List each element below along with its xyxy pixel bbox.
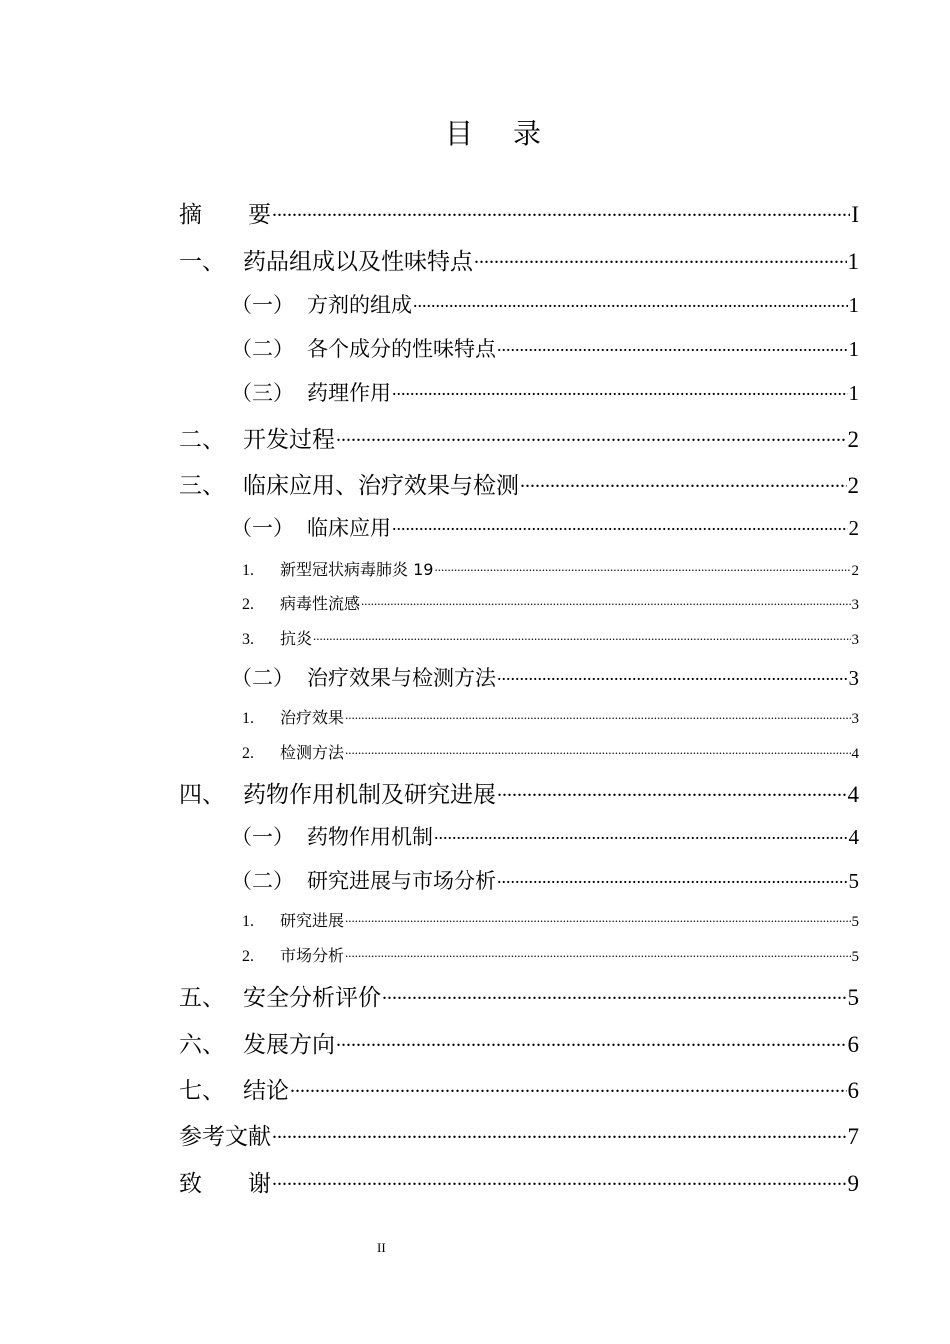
toc-entry-number: 1.: [242, 710, 254, 727]
toc-entry-title: 开发过程: [243, 427, 335, 453]
toc-entry-title: 参考文献: [179, 1124, 271, 1150]
toc-entry[interactable]: [242, 705, 859, 727]
toc-entry-page: 4: [851, 746, 859, 762]
toc-entry[interactable]: [179, 243, 859, 273]
toc-leader-dots: [392, 382, 848, 400]
toc-leader-dots: [520, 473, 847, 493]
toc-entry-page: 5: [851, 914, 859, 930]
toc-entry-title: 安全分析评价: [243, 985, 381, 1011]
toc-leader-dots: [336, 427, 847, 447]
toc-entry[interactable]: [179, 979, 859, 1009]
toc-leader-dots: [497, 870, 848, 888]
toc-leader-dots: [382, 985, 847, 1005]
toc-entry-title: 病毒性流感: [280, 594, 361, 613]
toc-entry-number: （二）: [231, 666, 294, 690]
toc-entry-page: 6: [847, 1078, 859, 1103]
toc-entry-title: 方剂的组成: [307, 293, 412, 317]
toc-entry-number: 1.: [242, 562, 254, 579]
toc-entry[interactable]: [179, 776, 859, 806]
toc-leader-dots: [434, 826, 848, 844]
toc-entry-title: 致 谢: [179, 1171, 271, 1197]
toc-entry[interactable]: [242, 740, 859, 762]
toc-entry-title: 临床应用、治疗效果与检测: [243, 473, 519, 499]
title-char-2: 录: [513, 117, 542, 150]
toc-entry-page: 5: [848, 869, 859, 893]
toc-entry[interactable]: [179, 1026, 859, 1056]
toc-entry-number: 2.: [242, 596, 254, 613]
toc-leader-dots: [345, 745, 850, 758]
toc-leader-dots: [474, 249, 847, 269]
toc-entry-number: 六、: [179, 1032, 225, 1058]
toc-entry-number: 七、: [179, 1078, 225, 1104]
toc-entry[interactable]: [231, 662, 859, 690]
toc-entry-title: 治疗效果与检测方法: [307, 666, 496, 690]
toc-entry-page: 3: [848, 666, 859, 690]
toc-entry-page: 2: [847, 473, 859, 498]
toc-entry-number: （二）: [231, 869, 294, 893]
toc-entry-number: 2.: [242, 745, 254, 762]
toc-entry-number: 三、: [179, 473, 225, 499]
toc-leader-dots: [345, 913, 850, 926]
toc-entry-number: 1.: [242, 913, 254, 930]
toc-entry[interactable]: [242, 626, 859, 648]
toc-entry-number: （三）: [231, 381, 294, 405]
toc-entry-number: （一）: [231, 825, 294, 849]
toc-entry-number: 3.: [242, 631, 254, 648]
toc-leader-dots: [497, 667, 848, 685]
toc-entry-page: 2: [847, 427, 859, 452]
toc-entry[interactable]: [242, 591, 859, 613]
toc-entry-page: 5: [847, 985, 859, 1010]
toc-entry-page: I: [851, 202, 859, 227]
toc-leader-dots: [272, 202, 850, 222]
toc-leader-dots: [434, 562, 850, 575]
toc-entry-number: 二、: [179, 427, 225, 453]
toc-leader-dots: [290, 1078, 847, 1098]
toc-entry-page: 1: [848, 337, 859, 361]
page-number-footer: II: [377, 1240, 386, 1255]
toc-entry[interactable]: [242, 557, 859, 579]
toc-entry-page: 1: [847, 249, 859, 274]
toc-entry-page: 9: [847, 1171, 859, 1196]
toc-leader-dots: [392, 517, 848, 535]
toc-entry-title: 新型冠状病毒肺炎 19: [280, 560, 434, 579]
title-char-1: 目: [444, 117, 473, 150]
toc-entry[interactable]: [242, 943, 859, 965]
toc-entry[interactable]: [179, 421, 859, 451]
toc-entry-title: 检测方法: [280, 743, 345, 762]
toc-entry-title: 发展方向: [243, 1032, 335, 1058]
toc-entry-number: 一、: [179, 249, 225, 275]
toc-entry-number: 五、: [179, 985, 225, 1011]
toc-entry[interactable]: [231, 289, 859, 317]
toc-entry[interactable]: [231, 821, 859, 849]
toc-leader-dots: [361, 596, 850, 609]
toc-entry-title: 摘 要: [179, 202, 271, 228]
toc-entry-title: 药物作用机制及研究进展: [243, 782, 496, 808]
toc-entry-number: （一）: [231, 293, 294, 317]
toc-entry-title: 药物作用机制: [307, 825, 433, 849]
toc-leader-dots: [272, 1171, 847, 1191]
toc-entry-number: 2.: [242, 948, 254, 965]
toc-entry[interactable]: [179, 1118, 859, 1148]
toc-entry-number: （二）: [231, 337, 294, 361]
toc-entry-page: 2: [851, 563, 859, 579]
toc-leader-dots: [497, 782, 847, 802]
toc-entry-page: 2: [848, 516, 859, 540]
toc-leader-dots: [336, 1032, 847, 1052]
toc-entry[interactable]: [231, 333, 859, 361]
toc-entry-page: 3: [851, 711, 859, 727]
toc-leader-dots: [345, 710, 850, 723]
toc-entry-title: 各个成分的性味特点: [307, 337, 496, 361]
toc-entry[interactable]: [231, 377, 859, 405]
toc-entry-page: 5: [851, 949, 859, 965]
toc-leader-dots: [272, 1124, 847, 1144]
toc-entry-page: 7: [847, 1124, 859, 1149]
toc-entry[interactable]: [179, 467, 859, 497]
toc-leader-dots: [497, 338, 848, 356]
toc-entry-number: 四、: [179, 782, 225, 808]
toc-entry-page: 1: [848, 293, 859, 317]
toc-entry[interactable]: [179, 1072, 859, 1102]
toc-entry[interactable]: [179, 1165, 859, 1195]
toc-leader-dots: [345, 948, 850, 961]
toc-entry-title: 结论: [243, 1078, 289, 1104]
toc-entry-page: 6: [847, 1032, 859, 1057]
toc-entry-title: 研究进展: [280, 911, 345, 930]
toc-entry[interactable]: [231, 512, 859, 540]
toc-leader-dots: [313, 631, 850, 644]
toc-entry-title: 市场分析: [280, 946, 345, 965]
toc-entry-title: 药品组成以及性味特点: [243, 249, 473, 275]
toc-entry-title: 研究进展与市场分析: [307, 869, 496, 893]
toc-entry-title: 药理作用: [307, 381, 391, 405]
page-title: [0, 112, 950, 152]
toc-entry-title: 治疗效果: [280, 708, 345, 727]
toc-entry-number: （一）: [231, 516, 294, 540]
toc-entry-page: 3: [851, 597, 859, 613]
toc-leader-dots: [413, 294, 848, 312]
toc-entry-title: 临床应用: [307, 516, 391, 540]
toc-entry-page: 1: [848, 381, 859, 405]
toc-entry-page: 3: [851, 632, 859, 648]
toc-entry-title: 抗炎: [280, 629, 313, 648]
toc-entry[interactable]: [231, 865, 859, 893]
toc-entry[interactable]: [242, 908, 859, 930]
toc-entry[interactable]: [179, 196, 859, 226]
toc-entry-page: 4: [847, 782, 859, 807]
toc-entry-page: 4: [848, 825, 859, 849]
